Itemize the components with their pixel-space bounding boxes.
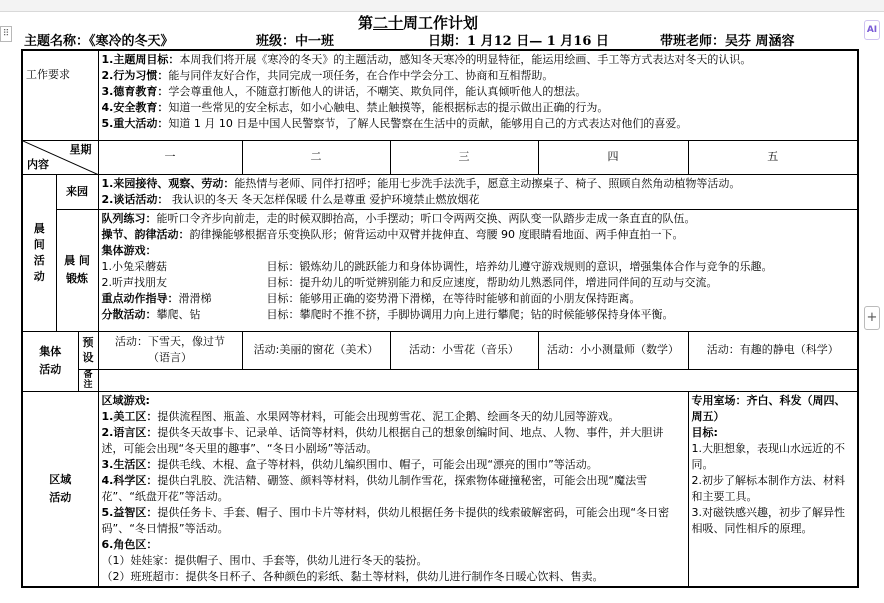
weekly-plan-table bbox=[21, 49, 859, 588]
area-item: 1.美工区：提供流程图、瓶盖、水果网等材料，可能会出现剪雪花、泥工企鹅、绘画冬天的幼儿园等游戏。 bbox=[101, 409, 620, 423]
work-requirements-content bbox=[98, 50, 858, 140]
requirement-item: 5.重大活动：知道 1 月 10 日是中国人民警察节，了解人民警察在生活中的贡献，能够用自己的方式表达对他们的喜爱。 bbox=[101, 117, 688, 130]
exercise-label: 晨 间 锻炼 bbox=[56, 209, 98, 331]
collective-activity-thursday: 活动：小小测量师（数学） bbox=[538, 331, 688, 369]
requirement-item: 1.主题周目标：本周我们将开展《寒冷的冬天》的主题活动，感知冬天寒冷的明显特征，能运用绘画、手工等方式表达对冬天的认识。 bbox=[101, 53, 752, 66]
area-item: 3.生活区：提供毛线、木棍、盒子等材料，供幼儿编织围巾、帽子，可能会出现“漂亮的围巾”等活动。 bbox=[101, 457, 598, 471]
area-games-heading: 区域游戏: bbox=[101, 393, 150, 407]
title-prefix: 第 bbox=[358, 14, 374, 32]
special-goal-item: 1.大胆想象，表现山水远近的不同。 bbox=[691, 441, 846, 471]
special-goal-item: 3.对磁铁感兴趣，初步了解异性相吸、同性相斥的原理。 bbox=[691, 505, 846, 535]
collective-activity-wednesday: 活动：小雪花（音乐） bbox=[390, 331, 538, 369]
arrival-item: 2.谈话活动： 我认识的冬天 冬天怎样保暖 什么是尊重 爱护环境禁止燃放烟花 bbox=[101, 192, 480, 206]
role-area-item: （1）娃娃家：提供帽子、围巾、手套等，供幼儿进行冬天的装扮。 bbox=[101, 553, 428, 567]
special-goal-item: 2.初步了解标本制作方法、材料和主要工具。 bbox=[691, 473, 846, 503]
date-range: 日期：1 月12 日— 1 月16 日 bbox=[428, 34, 609, 49]
drag-handle-icon[interactable]: ⠿ bbox=[0, 26, 12, 42]
notes-label: 备 注 bbox=[78, 369, 98, 391]
weekday-header-row bbox=[22, 140, 858, 174]
collective-activity-monday: 活动：下雪天，像过节 （语言） bbox=[98, 331, 242, 369]
add-block-button[interactable]: + bbox=[864, 306, 880, 330]
work-requirements-label: 工作要求 bbox=[22, 50, 98, 140]
preset-label: 预 设 bbox=[78, 331, 98, 369]
arrival-content bbox=[98, 174, 858, 209]
content-corner-label: 内容 bbox=[27, 157, 49, 171]
requirement-item: 3.德育教育：学会尊重他人，不随意打断他人的讲话，不嘲笑、欺负同伴，能认真倾听他人的想法。 bbox=[101, 85, 587, 98]
area-item: 2.语言区：提供冬天故事卡、记录单、话筒等材料，供幼儿根据自己的想象创编时间、地点、人物、事件，并大胆讲述，可能会出现“冬天里的趣事”、“冬日小剧场”等活动。 bbox=[101, 425, 664, 455]
gymnastics: 操节、韵律活动：韵律操能够根据音乐变换队形；俯背运动中双臂并拢伸直、弯腰 90 度眼睛看地面、两手伸直拍一下。 bbox=[101, 227, 684, 241]
collective-preset-row bbox=[22, 331, 858, 369]
special-room-heading: 专用室场：齐白、科发（周四、周五） bbox=[691, 393, 846, 423]
collective-notes-row bbox=[22, 369, 858, 391]
group-game-item: 2.听声找朋友 目标：提升幼儿的听觉辨别能力和反应速度，帮助幼儿熟悉同伴，增进同伴间的互动与交流。 bbox=[101, 275, 718, 289]
area-item: 4.科学区：提供白乳胶、洗洁精、硼签、颜料等材料，供幼儿制作雪花，探索物体碰撞秘密，可能会出现“魔法雪花”、“纸盘开花”等活动。 bbox=[101, 473, 648, 503]
morning-activities-label: 晨 间 活 动 bbox=[22, 174, 56, 331]
special-goal-label: 目标: bbox=[691, 425, 718, 439]
exercise-content bbox=[98, 209, 858, 331]
queue-practice: 队列练习：能听口令齐步向前走，走的时候双脚抬高，小手摆动；听口令两两交换、两队变一队踏步走成一条直直的队伍。 bbox=[101, 211, 696, 225]
title-suffix: 周工作计划 bbox=[403, 14, 479, 32]
weekday-friday: 五 bbox=[688, 140, 858, 174]
arrival-item: 1.来园接待、观察、劳动：能热情与老师、同伴打招呼；能用七步洗手法洗手，愿意主动擦桌子、椅子、照顾自然角动植物等活动。 bbox=[101, 176, 741, 190]
diagonal-header-cell bbox=[22, 140, 98, 174]
theme-name: 主题名称：《寒冷的冬天》 bbox=[24, 34, 174, 49]
group-games-heading: 集体游戏： bbox=[101, 243, 157, 257]
exercise-row bbox=[22, 209, 858, 331]
collective-activities-label: 集体 活动 bbox=[22, 331, 78, 391]
weekday-monday: 一 bbox=[98, 140, 242, 174]
area-activities-label: 区域 活动 bbox=[22, 391, 98, 587]
work-requirements-row bbox=[22, 50, 858, 140]
title-week-number: 二十 bbox=[373, 14, 404, 32]
area-item: 5.益智区：提供任务卡、手套、帽子、围巾卡片等材料，供幼儿根据任务卡提供的线索破解密码，可能会出现“冬日密码”、“冬日情报”等活动。 bbox=[101, 505, 670, 535]
plan-info-row bbox=[24, 30, 864, 48]
editor-top-bar bbox=[0, 0, 884, 12]
requirement-item: 2.行为习惯：能与同伴友好合作，共同完成一项任务，在合作中学会分工、协商和互相帮助。 bbox=[101, 69, 554, 82]
area-games-content bbox=[98, 391, 688, 587]
weekday-tuesday: 二 bbox=[242, 140, 390, 174]
arrival-label: 来园 bbox=[56, 174, 98, 209]
area-item: 6.角色区： bbox=[101, 537, 158, 551]
area-activities-row bbox=[22, 391, 858, 587]
weekday-corner-label: 星期 bbox=[69, 142, 92, 156]
ai-assistant-button[interactable]: AI bbox=[864, 20, 880, 40]
role-area-item: （2）班班超市：提供冬日杯子、各种颜色的彩纸、黏土等材料，供幼儿进行制作冬日暖心饮料、售卖。 bbox=[101, 569, 604, 583]
teachers: 带班老师：吴芬 周涵容 bbox=[660, 34, 795, 49]
collective-activity-friday: 活动：有趣的静电（科学） bbox=[688, 331, 858, 369]
weekday-thursday: 四 bbox=[538, 140, 688, 174]
arrival-row bbox=[22, 174, 858, 209]
group-game-item: 1.小兔采蘑菇 目标：锻炼幼儿的跳跃能力和身体协调性，培养幼儿遵守游戏规则的意识，增强集体合作与竞争的乐趣。 bbox=[101, 259, 773, 273]
special-room-content bbox=[688, 391, 858, 587]
collective-notes[interactable] bbox=[98, 369, 858, 391]
free-activity: 分散活动：攀爬、钻 目标：攀爬时不推不挤，手脚协调用力向上进行攀爬；钻的时候能够保持身体平衡。 bbox=[101, 307, 674, 321]
requirement-item: 4.安全教育：知道一些常见的安全标志，如小心触电、禁止触摸等，能根据标志的提示做出正确的行为。 bbox=[101, 101, 609, 114]
class-name: 班级：中一班 bbox=[256, 34, 335, 49]
collective-activity-tuesday: 活动:美丽的窗花（美术） bbox=[242, 331, 390, 369]
weekday-wednesday: 三 bbox=[390, 140, 538, 174]
focus-movement: 重点动作指导：滑滑梯 目标：能够用正确的姿势滑下滑梯，在等待时能够和前面的小朋友保持距离。 bbox=[101, 291, 641, 305]
